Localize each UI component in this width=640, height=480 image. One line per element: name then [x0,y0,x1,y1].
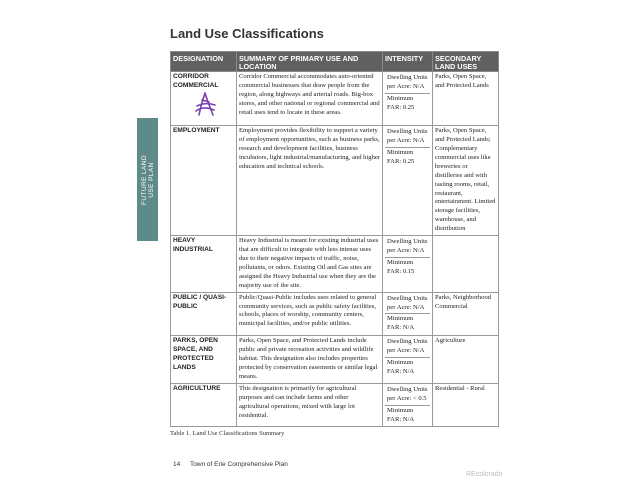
header-secondary: SECONDARY LAND USES [433,52,499,72]
designation-cell [171,72,237,126]
designation-cell: PUBLIC / QUASI-PUBLIC [171,292,237,336]
summary-cell: Parks, Open Space, and Protected Lands include public and private recreation activities and wildlife habitat. This designation also includes properties protected by conservation easements or similar legal means. [237,336,383,384]
summary-cell: This designation is primarily for agricultural purposes and can include farms and other agricultural operations, mixed with large lot residential. [237,383,383,427]
page-footer [173,461,288,468]
side-tab [137,118,158,241]
summary-cell: Public/Quasi-Public includes uses related to general community services, such as public safety facilities, schools, places of worship, community centers, municipal facilities, and/or public utilities. [237,292,383,336]
designation-label: CORRIDOR COMMERCIAL [173,73,219,90]
header-summary: SUMMARY OF PRIMARY USE AND LOCATION [237,52,383,72]
summary-cell: Corridor Commercial accommodates auto-oriented commercial businesses that draw people from the region, along highways and arterial roads. Big-box stores, and other national or regional commercial and retail uses tend to locate in these areas. [237,72,383,126]
page-title: Land Use Classifications [170,26,324,41]
side-tab-line-1: FUTURE LAND [140,154,148,205]
table-caption: Table 1. Land Use Classifications Summary [170,430,285,437]
designation-cell: HEAVY INDUSTRIAL [171,236,237,292]
land-use-table [170,51,499,427]
designation-cell: EMPLOYMENT [171,126,237,236]
table-row [171,236,499,292]
summary-cell: Employment provides flexibility to support a variety of employment opportunities, such as business parks, research and development facilities, business incubators, light industrial/manufacturing, and higher education and technical schools. [237,126,383,236]
dwelling-units: Dwelling Units per Acre: N/A [387,294,428,311]
table-row [171,383,499,427]
intensity-cell [383,383,433,427]
intensity-cell [383,236,433,292]
table-row [171,72,499,126]
secondary-cell: Agriculture [433,336,499,384]
intensity-cell [383,336,433,384]
dwelling-units: Dwelling Units per Acre: N/A [387,74,428,91]
page-number: 14 [173,461,181,468]
table-header-row [171,52,499,72]
minimum-far: Minimum FAR: N/A [385,313,430,334]
dwelling-units: Dwelling Units per Acre: < 0.5 [387,385,428,402]
intensity-cell [383,72,433,126]
intensity-cell [383,292,433,336]
side-tab-label [141,155,155,205]
table-row [171,292,499,336]
minimum-far: Minimum FAR: 0.25 [385,93,430,114]
minimum-far: Minimum FAR: N/A [385,357,430,378]
designation-cell: AGRICULTURE [171,383,237,427]
minimum-far: Minimum FAR: 0.15 [385,257,430,278]
side-tab-line-2: USE PLAN [147,161,155,198]
minimum-far: Minimum FAR: 0.25 [385,147,430,168]
dwelling-units: Dwelling Units per Acre: N/A [387,238,428,255]
secondary-cell: Residential - Rural [433,383,499,427]
header-intensity: INTENSITY [383,52,433,72]
intensity-cell [383,126,433,236]
document-title: Town of Erie Comprehensive Plan [189,461,288,468]
header-designation: DESIGNATION [171,52,237,72]
summary-cell: Heavy Industrial is meant for existing industrial uses that are difficult to integrate with less intense uses due to their negative impacts of traffic, noise, pollutants, or odors. Existing Oil and Gas sites are assigned the Heavy Industrial use when they are the majority use of the site. [237,236,383,292]
watermark: REcolorado [466,471,503,478]
designation-cell: PARKS, OPEN SPACE, AND PROTECTED LANDS [171,336,237,384]
secondary-cell: Parks, Neighborhood Commercial [433,292,499,336]
dwelling-units: Dwelling Units per Acre: N/A [387,338,428,355]
secondary-cell: Parks, Open Space, and Protected Lands [433,72,499,126]
table-row [171,126,499,236]
secondary-cell [433,236,499,292]
handwritten-annotation-icon [193,91,219,117]
minimum-far: Minimum FAR: N/A [385,405,430,426]
secondary-cell: Parks, Open Space, and Protected Lands; Complementary commercial uses like breweries or distilleries and with tasting rooms, retail, restaurant, entertainment. Limited storage facilities, warehouse, and distribution [433,126,499,236]
table-row [171,336,499,384]
dwelling-units: Dwelling Units per Acre: N/A [387,128,428,145]
